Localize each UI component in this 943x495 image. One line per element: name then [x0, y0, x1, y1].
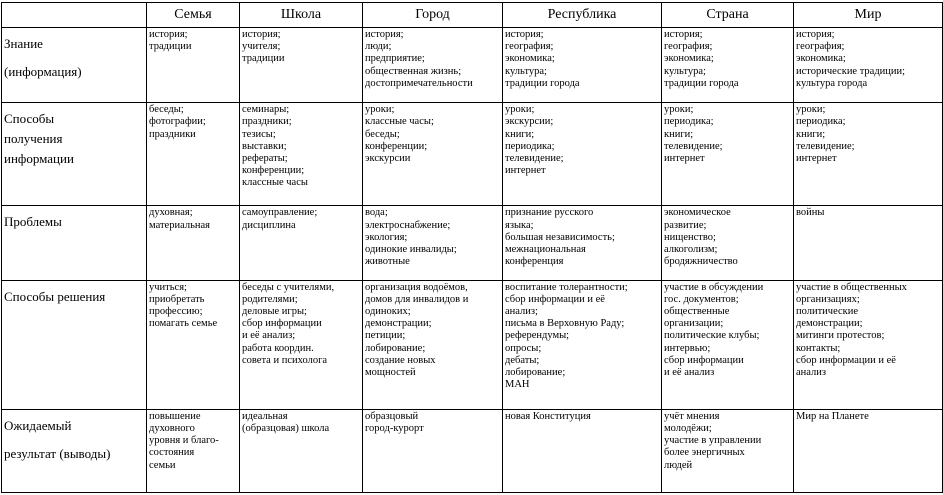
- cell-line: создание новых: [365, 354, 436, 366]
- cell-line: идеальная: [242, 410, 288, 422]
- cell-line: классные часы;: [365, 116, 434, 128]
- cell-knowledge-country: [662, 28, 794, 103]
- cell-line: сбор информации и её: [505, 293, 605, 305]
- cell-line: учителя;: [242, 41, 281, 53]
- cell-line: интервью;: [664, 342, 711, 354]
- cell-line: уровня и благо-: [149, 435, 219, 447]
- cell-solutions-republic: [503, 280, 662, 409]
- cell-line: и её анализ: [664, 366, 715, 378]
- column-header-family: Семья: [147, 3, 240, 28]
- row-header-line: получения: [4, 131, 63, 147]
- cell-line: праздники;: [242, 116, 292, 128]
- cell-problems-school: [240, 206, 363, 280]
- cell-line: география;: [796, 41, 845, 53]
- cell-knowledge-city: [363, 28, 503, 103]
- cell-solutions-city: [363, 280, 503, 409]
- cell-line: экономика;: [505, 53, 555, 65]
- cell-line: электроснабжение;: [365, 219, 451, 231]
- cell-line: большая независимость;: [505, 231, 615, 243]
- cell-line: опросы;: [505, 342, 542, 354]
- cell-line: одиноких;: [365, 305, 411, 317]
- cell-line: беседы с учителями,: [242, 281, 335, 293]
- cell-line: достопримечательности: [365, 77, 473, 89]
- cell-line: анализ: [796, 366, 827, 378]
- cell-line: интернет: [664, 152, 705, 164]
- cell-line: сбор информации и её: [796, 354, 896, 366]
- cell-problems-family: [147, 206, 240, 280]
- cell-line: география;: [664, 41, 713, 53]
- cell-line: традиции города: [505, 77, 580, 89]
- cell-line: история;: [664, 29, 703, 40]
- cell-problems-world: [794, 206, 943, 280]
- cell-line: состояния: [149, 447, 195, 459]
- cell-expected-result-city: [363, 409, 503, 492]
- cell-line: деловые игры;: [242, 305, 307, 317]
- header-row: [2, 3, 943, 28]
- row-header-solutions: [2, 280, 147, 409]
- column-header-country: Страна: [662, 3, 794, 28]
- column-header-school: Школа: [240, 3, 363, 28]
- cell-line: традиции: [242, 53, 285, 65]
- cell-line: конференции;: [365, 140, 428, 152]
- cell-line: книги;: [796, 128, 826, 140]
- column-header-republic: Республика: [503, 3, 662, 28]
- cell-line: контакты;: [796, 342, 841, 354]
- cell-line: учиться;: [149, 281, 187, 293]
- cell-line: мощностей: [365, 366, 416, 378]
- cell-knowledge-world: [794, 28, 943, 103]
- cell-line: письма в Верховную Раду;: [505, 318, 625, 330]
- cell-line: экономика;: [796, 53, 846, 65]
- cell-line: приобретать: [149, 293, 205, 305]
- cell-knowledge-republic: [503, 28, 662, 103]
- cell-line: периодика;: [796, 116, 846, 128]
- cell-line: история;: [365, 29, 404, 40]
- cell-line: конференция: [505, 256, 564, 268]
- row-header-knowledge: [2, 28, 147, 103]
- column-header-city: Город: [363, 3, 503, 28]
- cell-line: традиции: [149, 41, 192, 53]
- cell-line: история;: [505, 29, 544, 40]
- cell-line: выставки;: [242, 140, 287, 152]
- row-header-expected-result: [2, 409, 147, 492]
- table-row-solutions: [2, 280, 943, 409]
- planning-table: [1, 2, 943, 493]
- cell-line: сбор информации: [664, 354, 744, 366]
- cell-problems-republic: [503, 206, 662, 280]
- cell-line: референдумы;: [505, 330, 570, 342]
- cell-line: беседы;: [365, 128, 400, 140]
- cell-line: демонстрации;: [365, 318, 432, 330]
- cell-line: повышение: [149, 410, 201, 422]
- cell-line: телевидение;: [796, 140, 855, 152]
- cell-line: сбор информации: [242, 318, 322, 330]
- cell-line: праздники: [149, 128, 196, 140]
- cell-line: участие в обсуждении: [664, 281, 764, 293]
- cell-line: общественные: [664, 305, 730, 317]
- row-header-line: результат (выводы): [4, 445, 111, 461]
- cell-line: петиции;: [365, 330, 406, 342]
- cell-line: книги;: [664, 128, 694, 140]
- cell-info-sources-city: [363, 103, 503, 206]
- cell-line: экскурсии: [365, 152, 411, 164]
- cell-line: родителями;: [242, 293, 298, 305]
- row-header-info-sources: [2, 103, 147, 206]
- cell-line: учёт мнения: [664, 410, 720, 422]
- cell-line: уроки;: [505, 104, 535, 116]
- cell-line: вода;: [365, 207, 388, 219]
- cell-line: участие в общественных: [796, 281, 907, 293]
- column-header-world: Мир: [794, 3, 943, 28]
- cell-line: экскурсии;: [505, 116, 554, 128]
- row-header-problems: [2, 206, 147, 280]
- cell-knowledge-family: [147, 28, 240, 103]
- table-row-knowledge: [2, 28, 943, 103]
- cell-line: развитие;: [664, 219, 707, 231]
- cell-line: молодёжи;: [664, 423, 712, 434]
- cell-line: предприятие;: [365, 53, 425, 65]
- cell-line: фотографии;: [149, 116, 206, 128]
- cell-line: традиции города: [664, 77, 739, 89]
- cell-line: (образцовая) школа: [242, 423, 330, 434]
- row-header-line: информации: [4, 151, 74, 167]
- cell-line: материальная: [149, 219, 210, 231]
- cell-line: гос. документов;: [664, 293, 739, 305]
- cell-line: история;: [796, 29, 835, 40]
- cell-line: войны: [796, 207, 825, 219]
- cell-line: общественная жизнь;: [365, 65, 462, 77]
- cell-line: история;: [149, 29, 188, 40]
- cell-line: демонстрации;: [796, 318, 863, 330]
- cell-line: конференции;: [242, 165, 305, 177]
- cell-line: экономика;: [664, 53, 714, 65]
- cell-line: город-курорт: [365, 423, 424, 434]
- cell-solutions-world: [794, 280, 943, 409]
- cell-line: помагать семье: [149, 318, 218, 330]
- cell-knowledge-school: [240, 28, 363, 103]
- cell-line: география;: [505, 41, 554, 53]
- cell-line: телевидение;: [505, 152, 564, 164]
- cell-info-sources-country: [662, 103, 794, 206]
- cell-problems-country: [662, 206, 794, 280]
- cell-problems-city: [363, 206, 503, 280]
- cell-line: и её анализ;: [242, 330, 296, 342]
- row-header-line: Проблемы: [4, 214, 62, 230]
- cell-line: воспитание толерантности;: [505, 281, 628, 293]
- cell-line: телевидение;: [664, 140, 723, 152]
- cell-line: культура;: [664, 65, 706, 77]
- cell-line: люди;: [365, 41, 392, 53]
- cell-line: Мир на Планете: [796, 410, 869, 422]
- cell-line: более энергичных: [664, 447, 745, 459]
- cell-line: экономическое: [664, 207, 731, 219]
- cell-line: периодика;: [664, 116, 714, 128]
- cell-line: уроки;: [365, 104, 395, 116]
- cell-line: история;: [242, 29, 281, 40]
- cell-expected-result-school: [240, 409, 363, 492]
- cell-line: духовная;: [149, 207, 193, 219]
- cell-line: анализ;: [505, 305, 538, 317]
- cell-line: тезисы;: [242, 128, 276, 140]
- cell-line: алкоголизм;: [664, 243, 718, 255]
- cell-expected-result-world: [794, 409, 943, 492]
- table-row-expected-result: [2, 409, 943, 492]
- cell-line: интернет: [796, 152, 837, 164]
- cell-line: признание русского: [505, 207, 594, 219]
- row-header-line: (информация): [4, 64, 82, 79]
- cell-line: уроки;: [664, 104, 694, 116]
- cell-line: животные: [365, 256, 410, 268]
- cell-line: беседы;: [149, 104, 184, 116]
- cell-solutions-family: [147, 280, 240, 409]
- cell-line: культура города: [796, 77, 868, 89]
- cell-line: дебаты;: [505, 354, 540, 366]
- cell-line: новая Конституция: [505, 410, 591, 422]
- cell-line: бродяжничество: [664, 256, 738, 268]
- cell-line: лобирование;: [365, 342, 426, 354]
- cell-expected-result-republic: [503, 409, 662, 492]
- cell-line: организации;: [664, 318, 724, 330]
- cell-line: нищенство;: [664, 231, 716, 243]
- cell-line: домов для инвалидов и: [365, 293, 469, 305]
- column-header-corner: [2, 3, 147, 28]
- cell-line: рефераты;: [242, 152, 288, 164]
- cell-line: духовного: [149, 423, 195, 434]
- cell-line: лобирование;: [505, 366, 566, 378]
- cell-expected-result-family: [147, 409, 240, 492]
- row-header-line: Способы решения: [4, 288, 106, 304]
- cell-line: экология;: [365, 231, 408, 243]
- cell-line: периодика;: [505, 140, 555, 152]
- cell-line: политические клубы;: [664, 330, 760, 342]
- cell-line: политические: [796, 305, 859, 317]
- row-header-line: Способы: [4, 111, 55, 127]
- cell-solutions-country: [662, 280, 794, 409]
- table-row-problems: [2, 206, 943, 280]
- row-header-line: Знание: [4, 36, 43, 51]
- cell-line: языка;: [505, 219, 534, 231]
- cell-line: митинги протестов;: [796, 330, 885, 342]
- cell-line: совета и психолога: [242, 354, 328, 366]
- cell-line: дисциплина: [242, 219, 296, 231]
- cell-line: классные часы: [242, 177, 308, 189]
- cell-line: одинокие инвалиды;: [365, 243, 457, 255]
- cell-line: организациях;: [796, 293, 860, 305]
- cell-expected-result-country: [662, 409, 794, 492]
- cell-line: МАН: [505, 379, 530, 391]
- cell-line: самоуправление;: [242, 207, 318, 219]
- cell-info-sources-republic: [503, 103, 662, 206]
- cell-info-sources-world: [794, 103, 943, 206]
- cell-line: исторические традиции;: [796, 65, 906, 77]
- cell-line: интернет: [505, 165, 546, 177]
- cell-line: образцовый: [365, 410, 419, 422]
- cell-line: межнациональная: [505, 243, 586, 255]
- cell-info-sources-school: [240, 103, 363, 206]
- cell-solutions-school: [240, 280, 363, 409]
- cell-line: людей: [664, 459, 693, 471]
- cell-line: организация водоёмов,: [365, 281, 468, 293]
- cell-line: профессию;: [149, 305, 203, 317]
- cell-line: семьи: [149, 459, 176, 471]
- table-row-info-sources: [2, 103, 943, 206]
- cell-line: культура;: [505, 65, 547, 77]
- cell-line: уроки;: [796, 104, 826, 116]
- cell-line: семинары;: [242, 104, 290, 116]
- cell-line: книги;: [505, 128, 535, 140]
- cell-info-sources-family: [147, 103, 240, 206]
- cell-line: участие в управлении: [664, 435, 762, 447]
- row-header-line: Ожидаемый: [4, 417, 72, 433]
- cell-line: работа координ.: [242, 342, 314, 354]
